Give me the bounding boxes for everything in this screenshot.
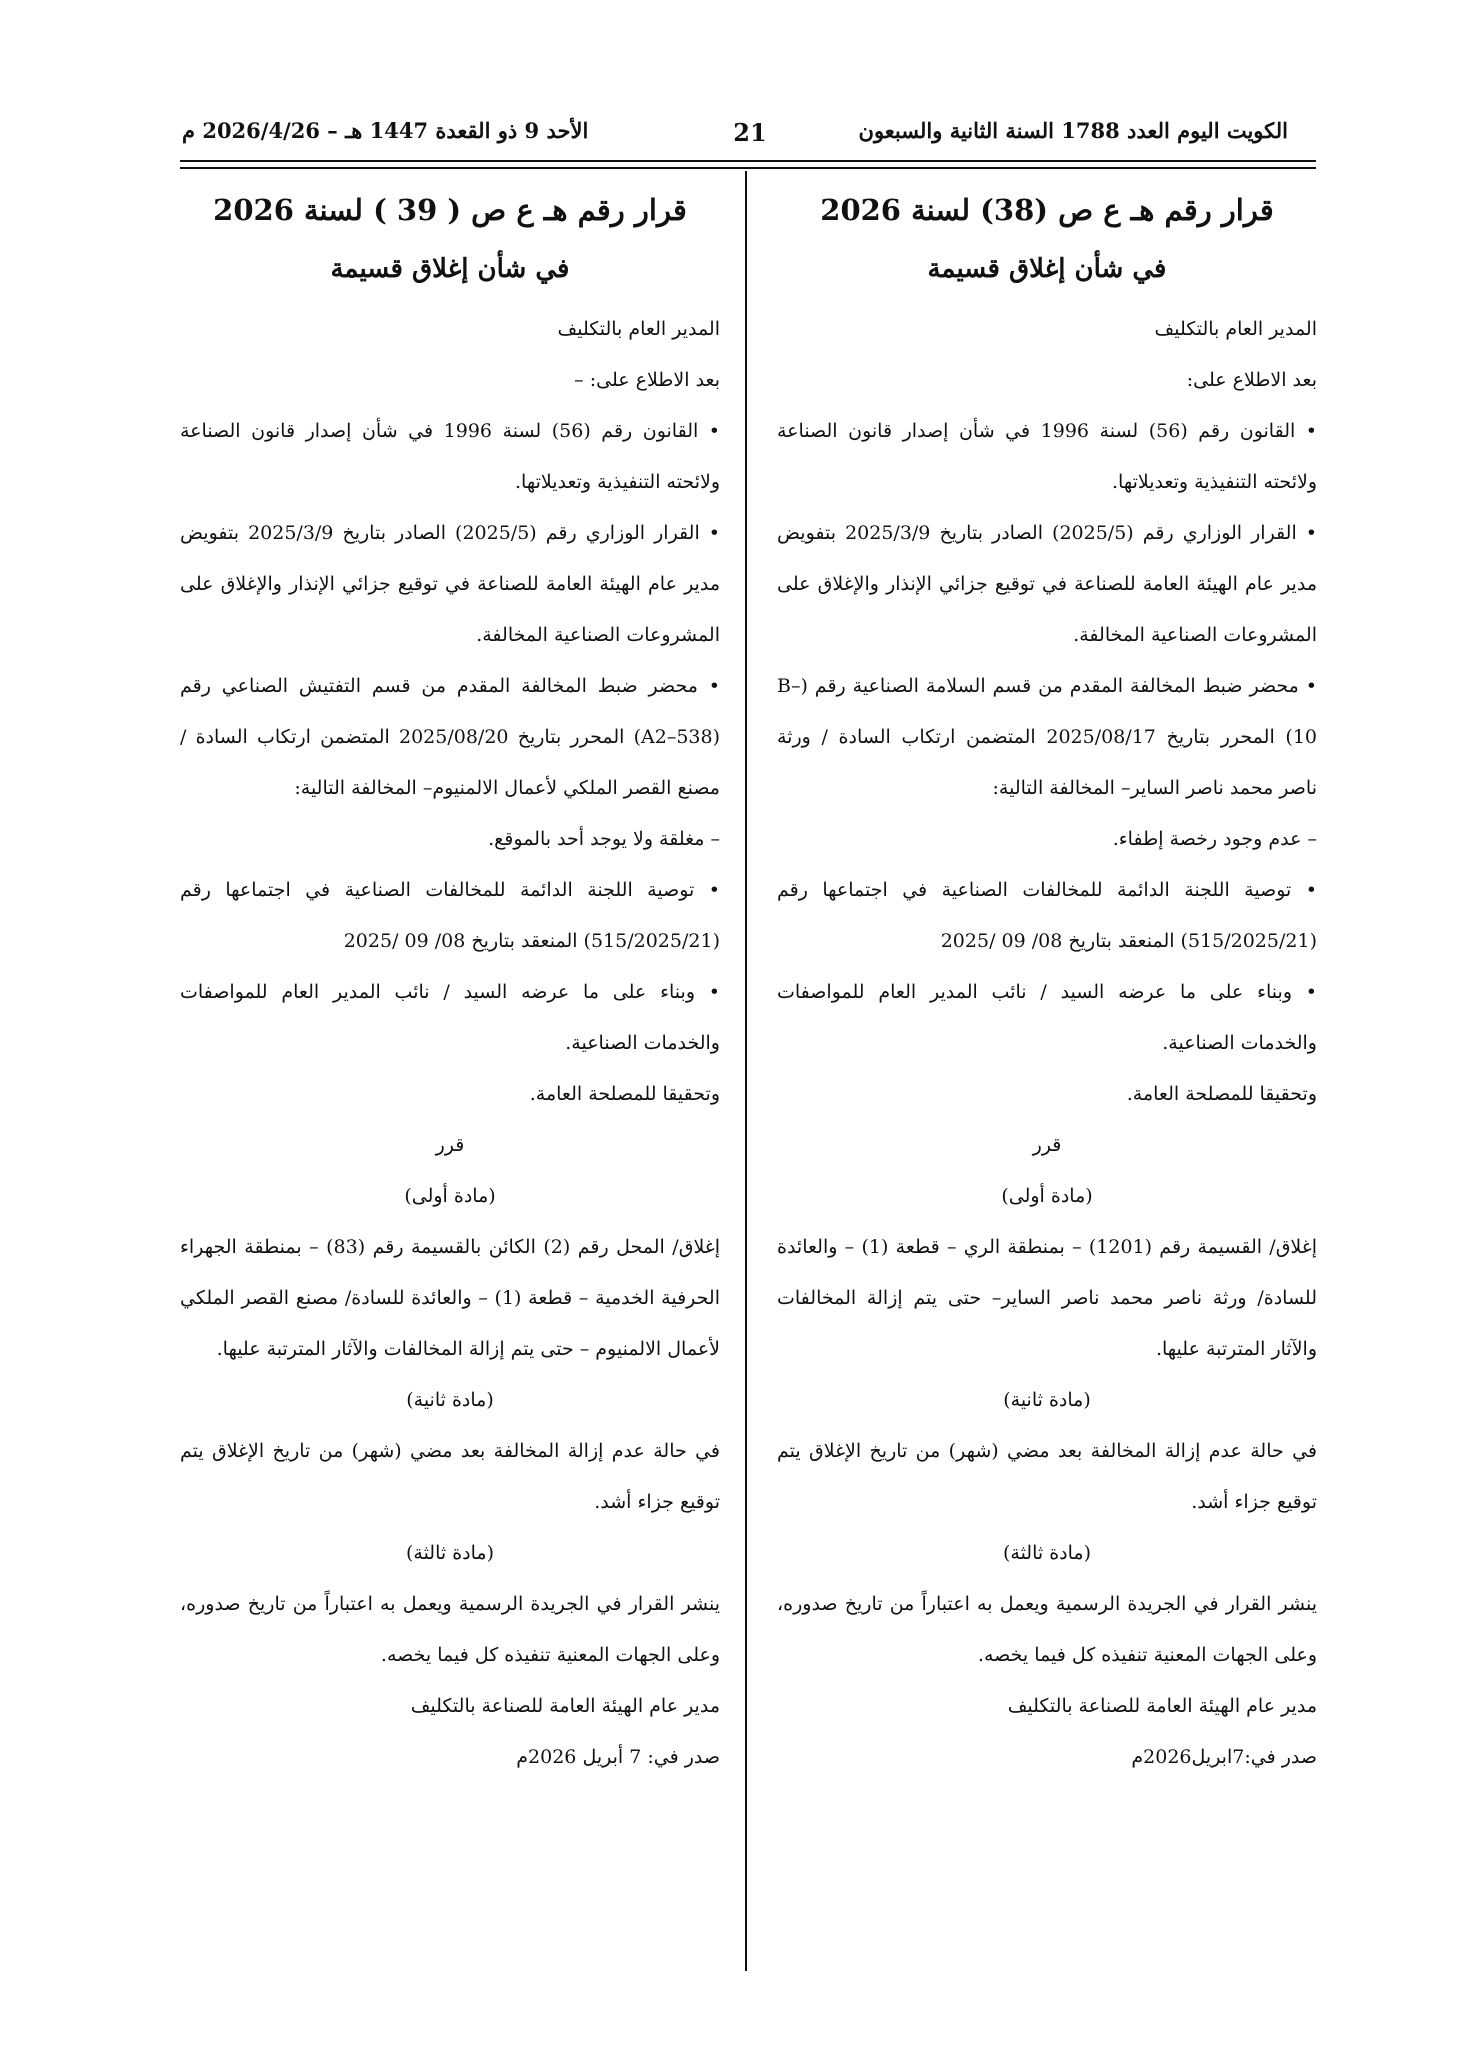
header-rule-top — [180, 160, 1316, 162]
decision-39-column — [180, 180, 720, 1783]
decision-39-public-interest: وتحقيقا للمصلحة العامة. — [529, 1083, 720, 1105]
page-number: 21 — [733, 118, 767, 147]
decision-39-title: قرار رقم هـ ع ص ( 39 ) لسنة 2026 — [213, 193, 687, 227]
decision-39-committee-recommendation: • توصية اللجنة الدائمة للمخالفات الصناعية في اجتماعها رقم (515/2025/21) المنعقد بتاريخ 08/ 09 /2025 — [180, 879, 720, 952]
decision-38-public-interest: وتحقيقا للمصلحة العامة. — [1126, 1083, 1317, 1105]
decision-39-decided: قرر — [435, 1134, 465, 1156]
decision-39-article1-text: إغلاق/ المحل رقم (2) الكائن بالقسيمة رقم (83) – بمنطقة الجهراء الحرفية الخدمية – قطعة (1) – والعائدة للسادة/ مصنع القصر الملكي لأعمال الالمنيوم – حتى يتم إزالة المخالفات والآثار المترتبة عليها. — [180, 1236, 720, 1360]
column-divider — [745, 171, 747, 1971]
decision-39-article3-text: ينشر القرار في الجريدة الرسمية ويعمل به اعتباراً من تاريخ صدوره، وعلى الجهات المعنية تنفيذه كل فيما يخصه. — [180, 1593, 720, 1666]
decision-39-preamble: بعد الاطلاع على: – — [574, 369, 720, 391]
decision-39-subtitle: في شأن إغلاق قسيمة — [330, 254, 570, 284]
header-date: الأحد 9 ذو القعدة 1447 هـ – 2026/4/26 م — [182, 118, 589, 143]
decision-38-article1-title: (مادة أولى) — [1001, 1185, 1093, 1207]
decision-38-issue-date: صدر في:7ابريل2026م — [1131, 1746, 1317, 1768]
decision-39-deputy-submission: • وبناء على ما عرضه السيد / نائب المدير العام للمواصفات والخدمات الصناعية. — [180, 981, 720, 1054]
decision-39-ministerial-reference: • القرار الوزاري رقم (2025/5) الصادر بتاريخ 2025/3/9 بتفويض مدير عام الهيئة العامة للصناعة في توقيع جزائي الإنذار والإغلاق على المشروعات الصناعية المخالفة. — [180, 522, 720, 646]
header-rule-bottom — [180, 167, 1316, 169]
decision-38-ministerial-reference: • القرار الوزاري رقم (2025/5) الصادر بتاريخ 2025/3/9 بتفويض مدير عام الهيئة العامة للصناعة في توقيع جزائي الإنذار والإغلاق على المشروعات الصناعية المخالفة. — [777, 522, 1317, 646]
decision-39-violation-item: – مغلقة ولا يوجد أحد بالموقع. — [488, 828, 720, 850]
decision-38-article2-title: (مادة ثانية) — [1003, 1389, 1091, 1411]
decision-39-article1-title: (مادة أولى) — [404, 1185, 496, 1207]
decision-39-article2-title: (مادة ثانية) — [406, 1389, 494, 1411]
decision-39-law-reference: • القانون رقم (56) لسنة 1996 في شأن إصدار قانون الصناعة ولائحته التنفيذية وتعديلاتها. — [180, 420, 721, 493]
decision-39-violation-report: • محضر ضبط المخالفة المقدم من قسم التفتيش الصناعي رقم (A2–538) المحرر بتاريخ 2025/08/20 المتضمن ارتكاب السادة / مصنع القصر الملكي لأعمال الالمنيوم– المخالفة التالية: — [180, 675, 721, 799]
decision-39-issuer: المدير العام بالتكليف — [557, 318, 720, 340]
decision-39-signature: مدير عام الهيئة العامة للصناعة بالتكليف — [410, 1695, 720, 1717]
decision-38-decided: قرر — [1032, 1134, 1062, 1156]
decision-38-signature: مدير عام الهيئة العامة للصناعة بالتكليف — [1007, 1695, 1317, 1717]
decision-38-deputy-submission: • وبناء على ما عرضه السيد / نائب المدير العام للمواصفات والخدمات الصناعية. — [777, 981, 1317, 1054]
decision-39-issue-date: صدر في: 7 أبريل 2026م — [516, 1746, 720, 1768]
decision-38-article2-text: في حالة عدم إزالة المخالفة بعد مضي (شهر) من تاريخ الإغلاق يتم توقيع جزاء أشد. — [777, 1440, 1317, 1513]
decision-38-law-reference: • القانون رقم (56) لسنة 1996 في شأن إصدار قانون الصناعة ولائحته التنفيذية وتعديلاتها. — [777, 420, 1318, 493]
decision-38-article3-text: ينشر القرار في الجريدة الرسمية ويعمل به اعتباراً من تاريخ صدوره، وعلى الجهات المعنية تنفيذه كل فيما يخصه. — [777, 1593, 1317, 1666]
decision-38-violation-report: • محضر ضبط المخالفة المقدم من قسم السلامة الصناعية رقم (B–10) المحرر بتاريخ 2025/08/17 المتضمن ارتكاب السادة / ورثة ناصر محمد ناصر الساير– المخالفة التالية: — [777, 675, 1317, 799]
decision-38-preamble: بعد الاطلاع على: — [1186, 369, 1317, 391]
decision-39-article2-text: في حالة عدم إزالة المخالفة بعد مضي (شهر) من تاريخ الإغلاق يتم توقيع جزاء أشد. — [180, 1440, 720, 1513]
decision-38-violation-item: – عدم وجود رخصة إطفاء. — [1112, 828, 1317, 850]
decision-38-committee-recommendation: • توصية اللجنة الدائمة للمخالفات الصناعية في اجتماعها رقم (515/2025/21) المنعقد بتاريخ 08/ 09 /2025 — [777, 879, 1317, 952]
decision-38-subtitle: في شأن إغلاق قسيمة — [927, 254, 1167, 284]
decision-38-column — [777, 180, 1317, 1783]
decision-39-article3-title: (مادة ثالثة) — [405, 1542, 495, 1564]
decision-38-article3-title: (مادة ثالثة) — [1002, 1542, 1092, 1564]
header-issue-info: الكويت اليوم العدد 1788 السنة الثانية والسبعون — [858, 118, 1288, 143]
decision-38-issuer: المدير العام بالتكليف — [1154, 318, 1317, 340]
decision-38-title: قرار رقم هـ ع ص (38) لسنة 2026 — [820, 193, 1274, 227]
decision-38-article1-text: إغلاق/ القسيمة رقم (1201) – بمنطقة الري – قطعة (1) – والعائدة للسادة/ ورثة ناصر محمد ناصر الساير– حتى يتم إزالة المخالفات والآثار المترتبة عليها. — [777, 1236, 1317, 1360]
